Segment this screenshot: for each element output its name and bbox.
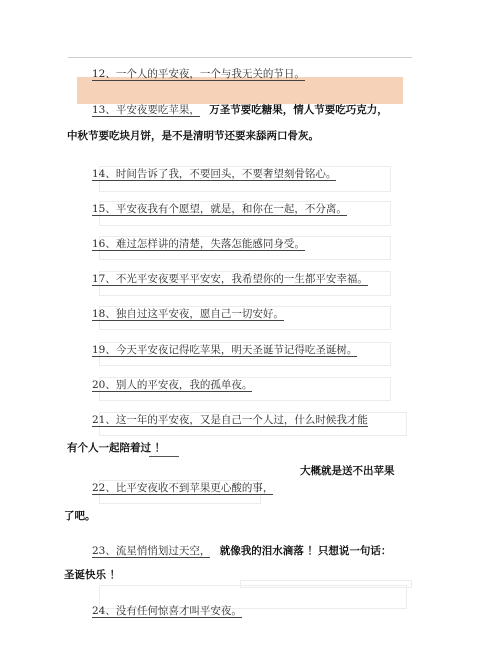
item-text: 难过怎样讲的清楚，失落怎能感同身受。 bbox=[115, 238, 305, 250]
item-text: 这一年的平安夜，又是自己一个人过，什么时候我才能 bbox=[115, 414, 368, 426]
line-23-continued: 圣诞快乐 ！ bbox=[64, 569, 121, 581]
highlight-band bbox=[77, 77, 403, 104]
item-number: 15、 bbox=[92, 203, 116, 215]
line-13-continued: 中秋节要吃块月饼，是不是清明节还要来舔两口骨灰。 bbox=[67, 130, 319, 142]
item-text: 时间告诉了我，不要回头，不要奢望刻骨铭心。 bbox=[115, 168, 337, 180]
line-21 bbox=[92, 413, 368, 427]
item-text: 平安夜要吃苹果， bbox=[115, 104, 200, 116]
line-18 bbox=[92, 307, 284, 321]
line-21-continued: 有个人一起陪着过 ！ bbox=[67, 442, 166, 454]
item-text: 平安夜我有个愿望，就是，和你在一起，不分离。 bbox=[115, 203, 347, 215]
line-16 bbox=[92, 237, 305, 251]
line-22-continued: 了吧。 bbox=[64, 510, 96, 522]
line-15 bbox=[92, 202, 347, 216]
item-text: 比平安夜收不到苹果更心酸的事， bbox=[115, 482, 274, 494]
item-number: 20、 bbox=[92, 379, 116, 391]
line-12 bbox=[92, 67, 305, 81]
item-number: 16、 bbox=[92, 238, 116, 250]
item-number: 14、 bbox=[92, 168, 116, 180]
item-text: 别人的平安夜，我的孤单夜。 bbox=[115, 379, 253, 391]
line-19 bbox=[92, 343, 357, 357]
item-number: 23、 bbox=[92, 545, 116, 557]
line-23 bbox=[92, 544, 391, 558]
page-top-rule bbox=[68, 57, 412, 58]
line-14 bbox=[92, 167, 336, 181]
item-text-bold: 就像我的泪水滴落 ！只想说一句话： bbox=[219, 545, 392, 557]
item-number: 17、 bbox=[92, 273, 116, 285]
line-13 bbox=[92, 103, 388, 117]
scan-artifact-box bbox=[240, 580, 412, 588]
underline-fragment bbox=[149, 456, 179, 457]
item-text: 没有任何惊喜才叫平安夜。 bbox=[115, 605, 242, 617]
item-number: 21、 bbox=[92, 414, 116, 426]
line-22 bbox=[92, 481, 273, 495]
item-text-bold: 万圣节要吃糖果，情人节要吃巧克力， bbox=[209, 104, 388, 116]
item-number: 18、 bbox=[92, 308, 116, 320]
item-number: 19、 bbox=[92, 344, 116, 356]
line-17 bbox=[92, 272, 368, 286]
item-text: 独自过这平安夜，愿自己一切安好。 bbox=[115, 308, 284, 320]
item-number: 13、 bbox=[92, 104, 116, 116]
item-number: 12、 bbox=[92, 68, 116, 80]
item-number: 24、 bbox=[92, 605, 116, 617]
item-number: 22、 bbox=[92, 482, 116, 494]
line-24 bbox=[92, 604, 242, 618]
line-22-lead: 大概就是送不出苹果 bbox=[300, 465, 395, 477]
line-20 bbox=[92, 378, 252, 392]
item-text: 流星悄悄划过天空， bbox=[115, 545, 211, 557]
item-text: 今天平安夜记得吃苹果，明天圣诞节记得吃圣诞树。 bbox=[115, 344, 358, 356]
item-text: 不光平安夜要平平安安，我希望你的一生都平安幸福。 bbox=[115, 273, 368, 285]
item-text: 一个人的平安夜，一个与我无关的节日。 bbox=[115, 68, 305, 80]
